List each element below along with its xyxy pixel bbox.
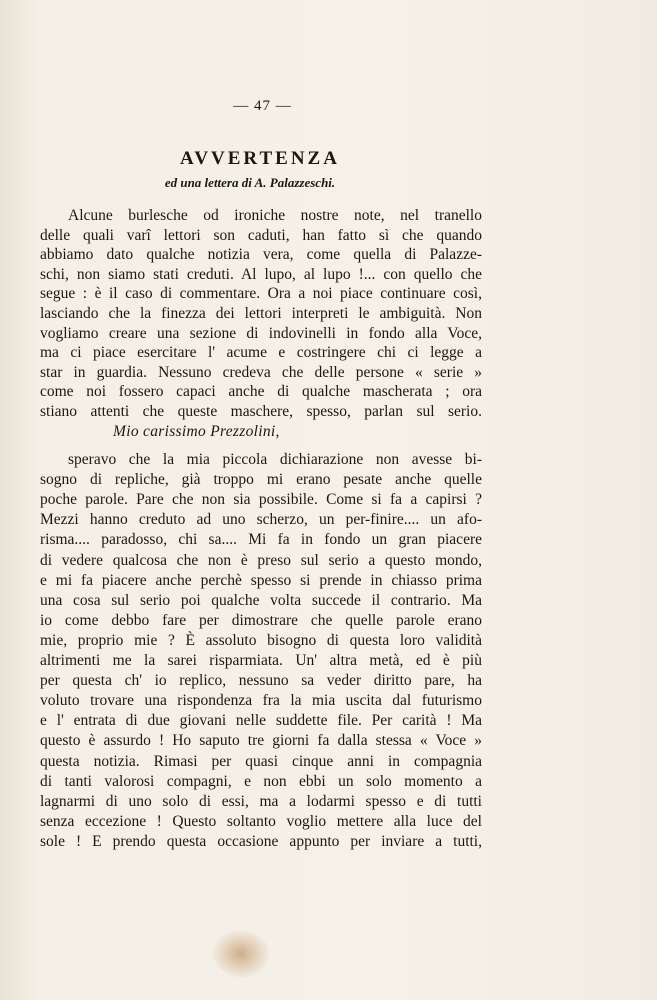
text-line: di vedere qualcosa che non è preso sul serio a questo mondo,	[40, 551, 482, 569]
text-line: e mi fa piacere anche perchè spesso si prende in chiasso prima	[40, 571, 482, 589]
text-line: questo è assurdo ! Ho saputo tre giorni fa dalla stessa « Voce »	[40, 732, 482, 750]
text-line: abbiamo dato qualche notizia vera, come quella di Palazze-	[40, 246, 482, 264]
text-line: stiano attenti che queste maschere, spesso, parlan sul serio.	[40, 403, 482, 420]
text-line: una cosa sul serio poi qualche volta succede il contrario. Ma	[40, 591, 482, 609]
text-line: lasciando che la finezza dei lettori interpreti le ambiguità. Non	[40, 305, 482, 322]
text-line: sogno di repliche, già troppo mi erano pesate anche quelle	[40, 471, 482, 489]
foxing-stain	[212, 930, 270, 978]
text-line: delle quali varî lettori son caduti, han fatto sì che quando	[40, 226, 482, 244]
text-line: Mezzi hanno creduto ad uno scherzo, un per-finire.... un afo-	[40, 511, 482, 529]
letter-salutation: Mio carissimo Prezzolini,	[113, 423, 280, 440]
text-line: voluto trovare una rispondenza fra la mia uscita dal futurismo	[40, 692, 482, 710]
text-line: lagnarmi di uno solo di essi, ma a lodarmi spesso e di tutti	[40, 792, 482, 810]
text-line: per questa ch' io replico, nessuno sa veder diritto pare, ha	[40, 672, 482, 690]
text-line: risma.... paradosso, chi sa.... Mi fa in fondo un gran piacere	[40, 531, 482, 549]
text-line: vogliamo creare una sezione di indovinelli in fondo alla Voce,	[40, 324, 482, 342]
text-line: io come debbo fare per dimostrare che quelle parole erano	[40, 611, 482, 629]
text-line: di tanti valorosi compagni, e non ebbi un solo momento a	[40, 772, 482, 790]
text-line: altrimenti me la sarei risparmiata. Un' altra metà, ed è più	[40, 652, 482, 669]
text-line: e l' entrata di due giovani nelle suddette file. Per carità ! Ma	[40, 712, 482, 730]
text-line: poche parole. Pare che non sia possibile. Come si fa a capirsi ?	[40, 491, 482, 509]
page-number: — 47 —	[233, 98, 292, 114]
article-title: AVVERTENZA	[180, 148, 340, 169]
text-line: schi, non siamo stati creduti. Al lupo, al lupo !... con quello che	[40, 265, 482, 283]
text-line: star in guardia. Nessuno credeva che delle persone « serie »	[40, 363, 482, 381]
text-line: sole ! E prendo questa occasione appunto per inviare a tutti,	[40, 832, 482, 850]
text-line: senza eccezione ! Questo soltanto voglio mettere alla luce del	[40, 812, 482, 830]
text-line: questa notizia. Rimasi per quasi cinque anni in compagnia	[40, 752, 482, 770]
text-line: Alcune burlesche od ironiche nostre note, nel tranello	[68, 207, 482, 224]
text-line: come noi fossero capaci anche di qualche mascherata ; ora	[40, 383, 482, 401]
text-line: segue : è il caso di commentare. Ora a noi piace continuare così,	[40, 285, 482, 303]
text-line: speravo che la mia piccola dichiarazione non avesse bi-	[68, 451, 482, 468]
text-line: ma ci piace esercitare l' acume e costringere chi ci legge a	[40, 344, 482, 362]
article-subtitle: ed una lettera di A. Palazzeschi.	[164, 175, 336, 190]
text-line: mie, proprio mie ? È assoluto bisogno di questa loro validità	[40, 631, 482, 649]
